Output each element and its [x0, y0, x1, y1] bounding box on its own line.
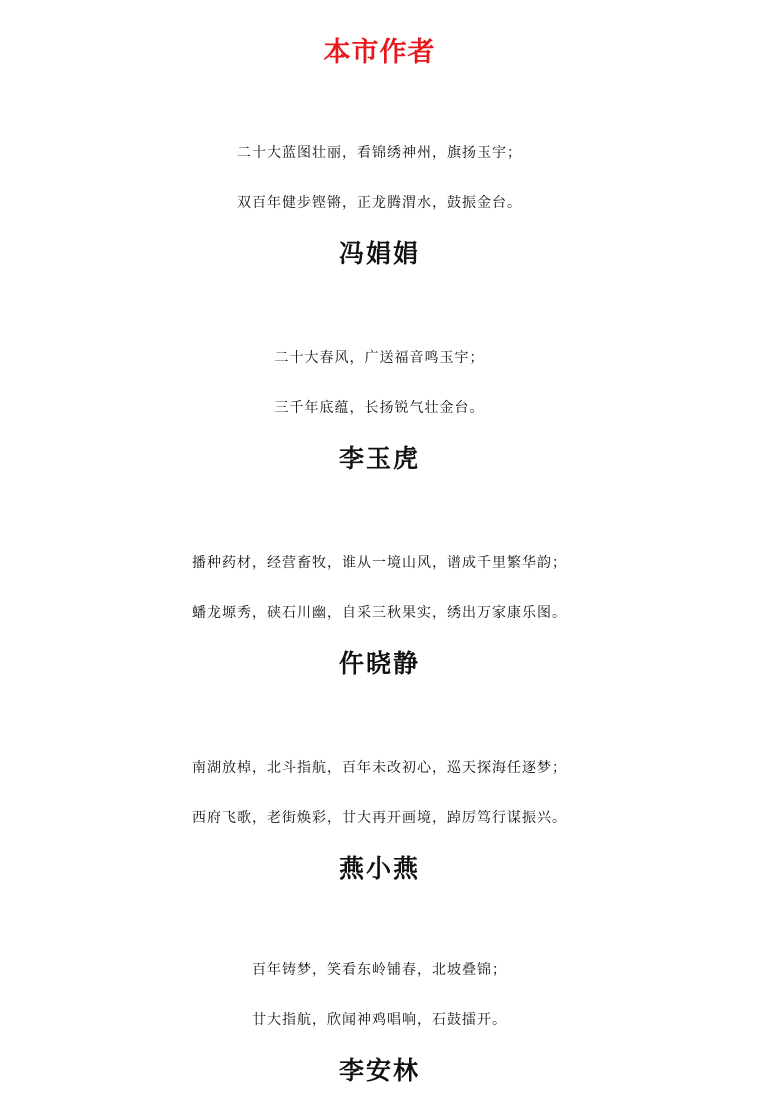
- author-name: 冯娟娟: [338, 239, 420, 268]
- couplet-upper-line: 二十大蓝图壮丽，看锦绣神州，旗扬玉宇；: [237, 145, 522, 161]
- couplet-lower-line: 廿大指航，欣闻神鸡唱响，石鼓擂开。: [252, 1012, 507, 1028]
- couplet-3: [0, 538, 759, 684]
- couplet-5: [0, 945, 759, 1091]
- author-name: 李安林: [338, 1056, 420, 1085]
- couplet-lower-line: 三千年底蕴，长扬锐气壮金台。: [274, 400, 485, 416]
- couplet-upper-line: 播种药材，经营畜牧，谁从一境山风，谱成千里繁华韵；: [192, 555, 567, 571]
- couplet-1: [0, 128, 759, 274]
- couplet-4: [0, 743, 759, 889]
- page-title: 本市作者: [323, 37, 436, 68]
- couplet-upper-line: 二十大春风，广送福音鸣玉宇；: [274, 350, 485, 366]
- author-name: 燕小燕: [338, 854, 420, 883]
- couplet-upper-line: 南湖放棹，北斗指航，百年未改初心，巡天探海任逐梦；: [192, 760, 567, 776]
- couplet-lower-line: 西府飞歌，老街焕彩，廿大再开画境，踔厉笃行谋振兴。: [192, 810, 567, 826]
- author-name: 李玉虎: [338, 444, 420, 473]
- couplet-2: [0, 333, 759, 479]
- author-name: 仵晓静: [338, 649, 420, 678]
- couplet-upper-line: 百年铸梦，笑看东岭铺春，北坡叠锦；: [252, 962, 507, 978]
- couplet-lower-line: 蟠龙塬秀，硖石川幽，自采三秋果实，绣出万家康乐图。: [192, 605, 567, 621]
- couplet-lower-line: 双百年健步铿锵，正龙腾渭水，鼓振金台。: [237, 195, 522, 211]
